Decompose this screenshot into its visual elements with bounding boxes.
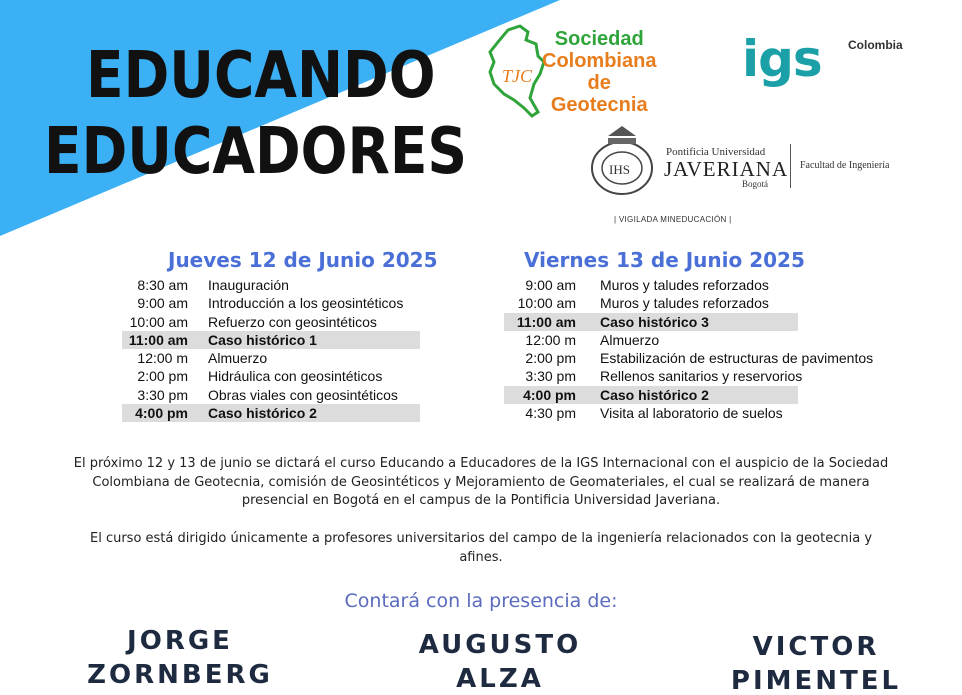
schedule-row [122,331,420,349]
description-paragraph: El próximo 12 y 13 de junio se dictará el curso Educando a Educadores de la IGS Internacional con el auspicio de la Sociedad Colombiana de Geotecnia, comisión de Geosintéticos y Mejoramiento de Geomateriales, el cual se realizará de manera presencial en Bogotá en el campus de la Pontificia Universidad Javeriana. [73,456,889,508]
speaker-last-name: PIMENTEL [730,666,902,695]
speaker-last-name: ALZA [456,664,544,694]
schedule-row [122,349,420,367]
igs-logo-country: Colombia [848,38,903,52]
scg-line-2: Colombiana [542,50,657,72]
javeriana-city: Bogotá [742,179,768,189]
vigilada-label: | VIGILADA MINEDUCACIÓN | [614,215,732,224]
schedule-activity: Refuerzo con geosintéticos [208,313,377,330]
day2-title: Viernes 13 de Junio 2025 [524,248,805,272]
schedule-time: 10:00 am [129,313,188,330]
schedule-row [504,313,798,331]
schedule-time: 11:00 am [128,331,188,348]
scg-line-1: Sociedad [554,28,644,50]
schedule-activity: Caso histórico 2 [208,405,317,422]
schedule-row [504,294,798,312]
scg-line-4: Geotecnia [550,94,648,116]
schedule-activity: Muros y taludes reforzados [600,277,769,293]
schedule-activity: Estabilización de estructuras de pavimentos [600,350,874,367]
schedule-time: 8:30 am [137,277,188,293]
title-line-2: EDUCADORES [44,115,468,189]
svg-text:IHS: IHS [609,162,630,177]
schedule-activity: Muros y taludes reforzados [600,295,769,312]
audience-paragraph: El curso está dirigido únicamente a profesores universitarios del campo de la ingeniería relacionados con la geotecnia y afines. [89,531,873,565]
schedule-row [504,386,798,404]
speaker-first-name: AUGUSTO [418,630,582,660]
speaker-first-name: VICTOR [752,632,880,662]
schedule-row [504,276,798,294]
schedule-activity: Almuerzo [600,331,660,348]
schedule-row [122,294,420,312]
schedule-time: 3:30 pm [137,386,188,403]
schedule-activity: Almuerzo [208,350,268,367]
schedule-time: 4:30 pm [525,405,576,422]
day2-schedule [504,276,874,422]
schedule-row [122,386,420,404]
presence-label: Contará con la presencia de: [344,590,618,612]
schedule-row [122,367,420,385]
schedule-activity: Caso histórico 3 [600,313,709,330]
schedule-time: 4:00 pm [135,405,188,422]
schedule-time: 12:00 m [525,331,576,348]
schedule-activity: Caso histórico 1 [208,331,317,348]
schedule-activity: Caso histórico 2 [600,386,709,403]
schedule-time: 9:00 am [525,277,576,293]
schedule-row [504,367,803,385]
schedule-activity: Rellenos sanitarios y reservorios [600,368,803,385]
schedule-time: 2:00 pm [137,368,188,385]
scg-line-3: de [587,72,611,94]
schedule-time: 3:30 pm [525,368,576,385]
schedule-row [122,276,420,294]
scg-monogram: TJC [502,66,533,86]
speaker-3 [706,630,926,695]
schedule-row [122,404,420,422]
igs-logo-word: igs [742,30,822,88]
schedule-row [504,349,874,367]
day1-title: Jueves 12 de Junio 2025 [168,248,438,272]
schedule-time: 11:00 am [516,313,576,330]
schedule-time: 4:00 pm [523,386,576,403]
schedule-row [122,313,420,331]
javeriana-faculty: Facultad de Ingeniería [800,160,890,171]
schedule-activity: Hidráulica con geosintéticos [208,368,383,385]
schedule-activity: Visita al laboratorio de suelos [600,405,783,422]
schedule-row [504,404,798,422]
speaker-last-name: ZORNBERG [87,660,273,690]
javeriana-name: JAVERIANA [664,157,789,181]
scg-logo-text [542,28,656,116]
javeriana-divider [790,144,791,188]
schedule-time: 9:00 am [137,295,188,312]
schedule-activity: Introducción a los geosintéticos [208,295,404,312]
speaker-1 [70,624,290,692]
speaker-2 [390,628,610,695]
day1-schedule [122,276,420,422]
title-line-1: EDUCANDO [86,39,436,113]
schedule-activity: Inauguración [208,277,289,293]
schedule-time: 2:00 pm [525,350,576,367]
speaker-first-name: JORGE [127,626,233,656]
schedule-time: 12:00 m [137,350,188,367]
schedule-time: 10:00 am [517,295,576,312]
javeriana-pre: Pontificia Universidad [666,146,766,158]
schedule-row [504,331,798,349]
schedule-activity: Obras viales con geosintéticos [208,386,398,403]
